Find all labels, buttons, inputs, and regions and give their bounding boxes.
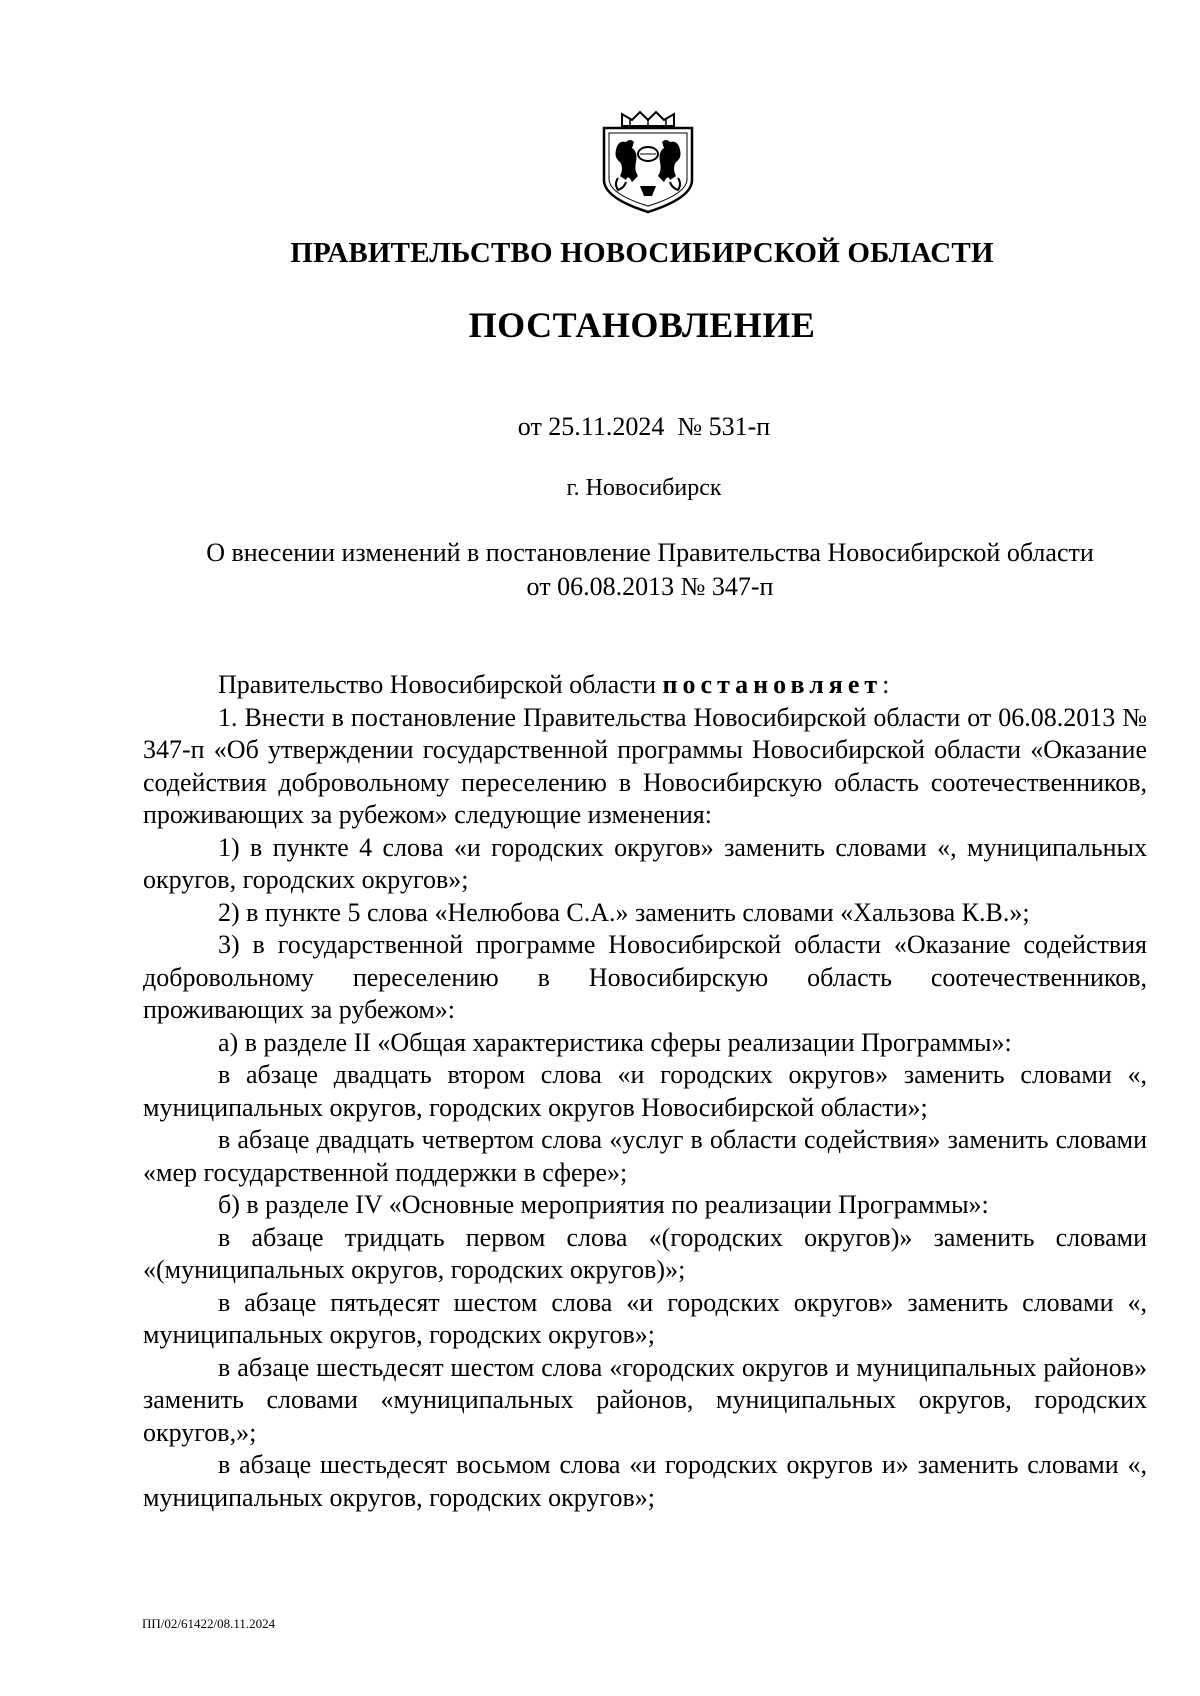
document-subject (145, 536, 1155, 604)
organization-title: ПРАВИТЕЛЬСТВО НОВОСИБИРСКОЙ ОБЛАСТИ (290, 237, 994, 269)
date-number-line: от 25.11.2024 № 531-п (517, 412, 771, 441)
body-paragraph: в абзаце шестьдесят восьмом слова «и городских округов и» заменить словами «, муниципальных округов, городских округов»; (143, 1450, 1147, 1512)
body-paragraph: 2) в пункте 5 слова «Нелюбова С.А.» заменить словами «Хальзова К.В.»; (218, 897, 1030, 927)
body-paragraph: б) в разделе IV «Основные мероприятия по реализации Программы»: (218, 1190, 989, 1219)
intro-text: Правительство Новосибирской области (218, 670, 663, 699)
body-paragraph: в абзаце двадцать втором слова «и городских округов» заменить словами «, муниципальных округов, городских округов Новосибирской области»; (143, 1060, 1147, 1122)
coat-of-arms-icon (600, 110, 696, 214)
document-type-title: ПОСТАНОВЛЕНИЕ (468, 305, 816, 345)
subject-line-2: от 06.08.2013 № 347-п (526, 572, 774, 601)
city-line: г. Новосибирск (566, 475, 722, 501)
intro-paragraph (143, 669, 1147, 702)
body-paragraph: 1) в пункте 4 слова «и городских округов» заменить словами «, муниципальных округов, городских округов»; (143, 832, 1147, 894)
body-paragraph: а) в разделе II «Общая характеристика сферы реализации Программы»: (218, 1027, 1012, 1057)
body-paragraph: 3) в государственной программе Новосибирской области «Оказание содействия добровольному переселению в Новосибирскую область соотечественников, проживающих за рубежом»: (143, 930, 1147, 1024)
body-paragraph: в абзаце пятьдесят шестом слова «и городских округов» заменить словами «, муниципальных округов, городских округов»; (143, 1287, 1147, 1349)
document-code: ПП/02/61422/08.11.2024 (142, 1616, 276, 1631)
document-body (143, 669, 1147, 1514)
intro-keyword: постановляет (662, 670, 883, 699)
intro-colon: : (882, 670, 890, 699)
subject-line-1: О внесении изменений в постановление Правительства Новосибирской области (206, 538, 1094, 567)
body-paragraph: в абзаце тридцать первом слова «(городских округов)» заменить словами «(муниципальных округов, городских округов)»; (143, 1222, 1147, 1284)
body-paragraph: в абзаце шестьдесят шестом слова «городских округов и муниципальных районов» заменить словами «муниципальных районов, муниципальных округов, городских округов,»; (143, 1352, 1147, 1447)
body-paragraph: в абзаце двадцать четвертом слова «услуг в области содействия» заменить словами «мер государственной поддержки в сфере»; (143, 1125, 1147, 1187)
body-paragraph: 1. Внести в постановление Правительства Новосибирской области от 06.08.2013 № 347-п «Об утверждении государственной программы Новосибирской области «Оказание содействия добровольному переселению в Новосибирскую область соотечественников, проживающих за рубежом» следующие изменения: (143, 702, 1147, 829)
